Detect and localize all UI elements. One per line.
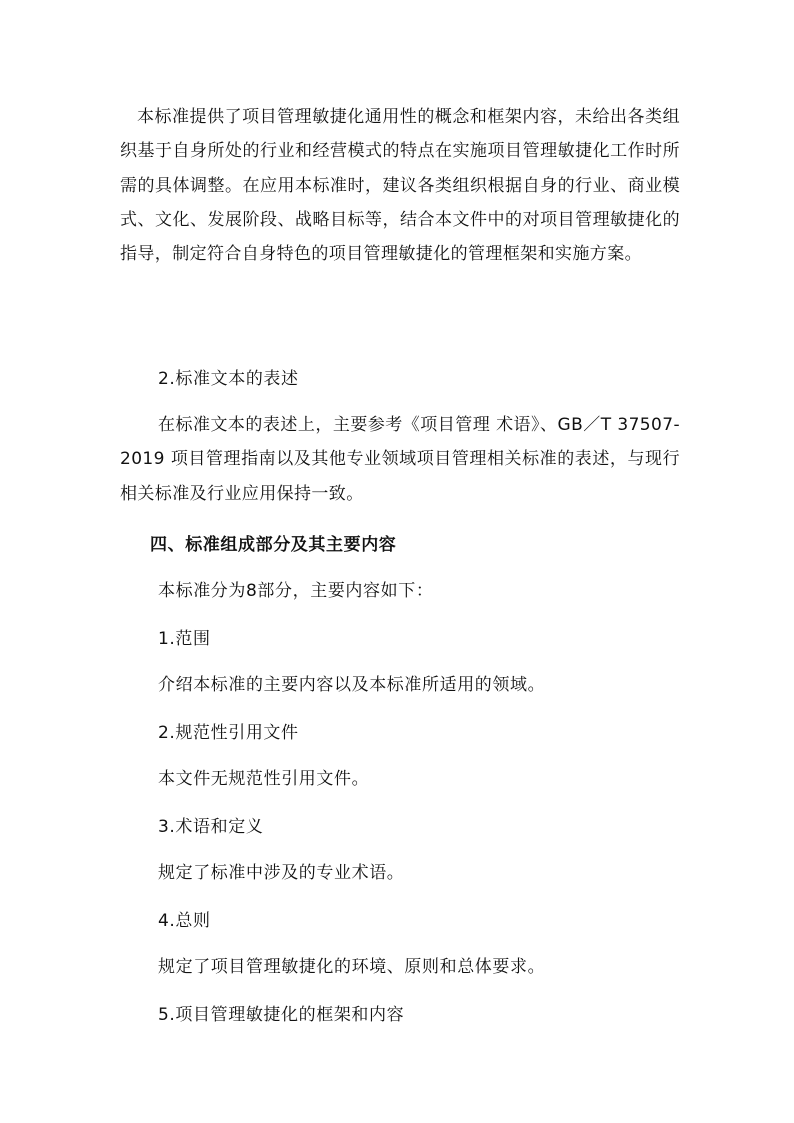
item-desc-scope: 介绍本标准的主要内容以及本标准所适用的领域。: [158, 675, 546, 695]
sub-heading-text-expression: 2.标准文本的表述: [158, 369, 299, 389]
item-desc-terms-definitions: 规定了标准中涉及的专业术语。: [158, 863, 405, 883]
item-title-terms-definitions: 3.术语和定义: [158, 817, 264, 837]
item-title-normative-references: 2.规范性引用文件: [158, 723, 299, 743]
item-desc-general-principles: 规定了项目管理敏捷化的环境、原则和总体要求。: [158, 957, 546, 977]
item-title-scope: 1.范围: [158, 629, 211, 649]
item-title-general-principles: 4.总则: [158, 911, 211, 931]
paragraph-text-expression: 在标准文本的表述上，主要参考《项目管理 术语》、GB／T 37507-2019 项目管理指南以及其他专业领域项目管理相关标准的表述，与现行相关标准及行业应用保持一致。: [120, 415, 680, 504]
section-heading: 四、标准组成部分及其主要内容: [150, 535, 397, 555]
item-desc-normative-references: 本文件无规范性引用文件。: [158, 769, 370, 789]
paragraph-scope-overview: 本标准提供了项目管理敏捷化通用性的概念和框架内容，未给出各类组织基于自身所处的行业和经营模式的特点在实施项目管理敏捷化工作时所需的具体调整。在应用本标准时，建议各类组织根据自身的行业、商业模式、文化、发展阶段、战略目标等，结合本文件中的对项目管理敏捷化的指导，制定符合自身特色的项目管理敏捷化的管理框架和实施方案。: [120, 107, 680, 265]
item-title-framework-content: 5.项目管理敏捷化的框架和内容: [158, 1005, 405, 1025]
section-intro: 本标准分为8部分，主要内容如下：: [158, 581, 434, 601]
